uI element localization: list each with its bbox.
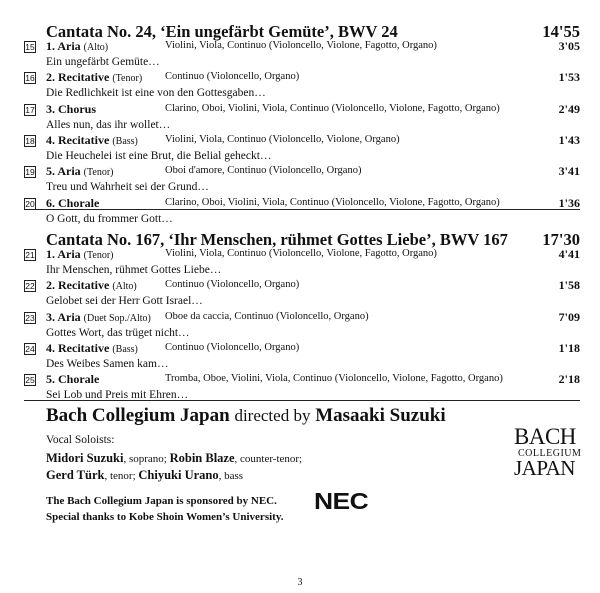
- lyric-incipit: Gottes Wort, das trüget nicht…: [46, 326, 190, 339]
- track-duration: 1'53: [558, 70, 580, 85]
- instrumentation: Violini, Viola, Continuo (Violoncello, Violone, Fagotto, Organo): [165, 40, 437, 51]
- movement-title: [46, 39, 108, 54]
- instrumentation: Tromba, Oboe, Violini, Viola, Continuo (Violoncello, Violone, Fagotto, Organo): [165, 373, 503, 385]
- soloists-heading: Vocal Soloists:: [46, 434, 115, 446]
- track-duration: 1'43: [558, 132, 580, 147]
- movement-title: [46, 133, 138, 148]
- track-number: 25: [25, 375, 35, 386]
- track-duration: 3'41: [558, 164, 580, 179]
- track-row: [24, 195, 580, 231]
- instrumentation: Violini, Viola, Continuo (Violoncello, Violone, Organo): [165, 133, 400, 145]
- lyric-incipit: Die Redlichkeit ist eine von den Gottesgaben…: [46, 87, 266, 100]
- track-duration: 1'18: [558, 340, 580, 355]
- lyric-incipit: Gelobet sei der Herr Gott Israel…: [46, 295, 203, 308]
- movement-voice: (Tenor): [83, 250, 114, 261]
- ensemble-heading: [46, 405, 446, 427]
- lyric-incipit: Des Weibes Samen kam…: [46, 357, 169, 370]
- track-duration: 1'36: [558, 195, 580, 210]
- movement-title: [46, 196, 99, 211]
- cantata-duration: 17'30: [542, 230, 580, 249]
- ensemble-name: Bach Collegium Japan: [46, 405, 230, 426]
- track-number: 19: [25, 167, 35, 178]
- movement-title: [46, 247, 114, 262]
- cantata-duration: 14'55: [542, 22, 580, 41]
- instrumentation: Oboe da caccia, Continuo (Violoncello, Organo): [165, 310, 369, 322]
- track-number: 21: [25, 250, 35, 260]
- movement-name: 4. Recitative: [46, 132, 110, 147]
- cantata-block: [24, 22, 580, 225]
- soloist-name: Gerd Türk: [46, 468, 105, 482]
- movement-title: [46, 341, 138, 356]
- lyric-incipit: Ein ungefärbt Gemüte…: [46, 56, 160, 68]
- sponsor-line: The Bach Collegium Japan is sponsored by NEC.: [46, 495, 277, 507]
- movement-title: [46, 372, 99, 387]
- movement-voice: (Tenor): [112, 73, 143, 85]
- instrumentation: Clarino, Oboi, Violini, Viola, Continuo (Violoncello, Violone, Fagotto, Organo): [165, 196, 500, 208]
- movement-name: 3. Aria: [46, 309, 81, 324]
- lyric-incipit: Sei Lob und Preis mit Ehren…: [46, 389, 189, 402]
- movement-voice: (Alto): [112, 281, 137, 293]
- track-number: 15: [25, 42, 35, 52]
- soloist-role: , bass: [218, 470, 244, 482]
- soloist-role: , tenor;: [104, 470, 139, 482]
- track-duration: 2'18: [558, 372, 580, 387]
- track-number: 18: [25, 135, 35, 146]
- movement-name: 6. Chorale: [46, 195, 100, 210]
- cantata-title: Cantata No. 24, ‘Ein ungefärbt Gemüte’, BWV 24: [46, 22, 398, 41]
- track-number: 22: [25, 281, 35, 292]
- lyric-incipit: O Gott, du frommer Gott…: [46, 212, 173, 225]
- movement-name: 2. Recitative: [46, 278, 110, 293]
- instrumentation: Continuo (Violoncello, Organo): [165, 71, 300, 83]
- instrumentation: Violini, Viola, Continuo (Violoncello, Violone, Fagotto, Organo): [165, 248, 437, 259]
- soloist-name: Robin Blaze: [169, 451, 235, 465]
- lyric-incipit: Alles nun, das ihr wollet…: [46, 118, 171, 131]
- lyric-incipit: Ihr Menschen, rühmet Gottes Liebe…: [46, 264, 222, 276]
- bcj-logo-mid: COLLEGIUM: [518, 447, 582, 459]
- track-duration: 7'09: [558, 309, 580, 324]
- bcj-logo: [514, 426, 584, 479]
- movement-title: [46, 164, 114, 179]
- cantata-block: [24, 230, 580, 430]
- movement-name: 1. Aria: [46, 247, 81, 261]
- instrumentation: Continuo (Violoncello, Organo): [165, 341, 300, 353]
- track-number: 23: [25, 312, 35, 323]
- movement-voice: (Bass): [112, 343, 138, 355]
- soloist-role: , soprano;: [123, 453, 170, 465]
- nec-logo: NEC: [314, 488, 369, 514]
- track-duration: 3'05: [558, 39, 580, 53]
- track-number: 16: [25, 73, 35, 84]
- movement-name: 4. Recitative: [46, 340, 110, 355]
- soloist-name: Chiyuki Urano: [138, 468, 219, 482]
- movement-name: 5. Aria: [46, 164, 81, 179]
- soloist-role: , counter-tenor;: [234, 453, 303, 465]
- instrumentation: Continuo (Violoncello, Organo): [165, 279, 300, 291]
- track-row: [24, 371, 580, 407]
- track-number: 24: [25, 343, 35, 354]
- instrumentation: Clarino, Oboi, Violini, Viola, Continuo (Violoncello, Violone, Fagotto, Organo): [165, 102, 500, 114]
- movement-voice: (Bass): [112, 135, 138, 147]
- soloist-name: Midori Suzuki: [46, 451, 124, 465]
- track-duration: 4'41: [558, 247, 580, 261]
- movement-title: [46, 70, 142, 85]
- conductor-name: Masaaki Suzuki: [315, 405, 446, 426]
- soloists-line: [46, 451, 302, 466]
- track-number: 17: [25, 104, 35, 115]
- movement-voice: (Alto): [83, 42, 109, 53]
- cantata-title: Cantata No. 167, ‘Ihr Menschen, rühmet Gottes Liebe’, BWV 167: [46, 230, 508, 249]
- movement-name: 3. Chorus: [46, 101, 97, 116]
- instrumentation: Oboi d'amore, Continuo (Violoncello, Organo): [165, 165, 362, 177]
- movement-title: [46, 310, 151, 325]
- movement-title: [46, 278, 137, 293]
- soloists-line: [46, 468, 243, 483]
- track-number: 20: [25, 198, 35, 209]
- movement-name: 1. Aria: [46, 39, 81, 53]
- bcj-logo-top: BACH: [514, 424, 576, 449]
- movement-voice: (Duet Sop./Alto): [83, 312, 151, 324]
- movement-voice: (Tenor): [83, 167, 114, 179]
- track-duration: 1'58: [558, 278, 580, 293]
- bcj-logo-bottom: JAPAN: [514, 456, 575, 481]
- track-duration: 2'49: [558, 101, 580, 116]
- lyric-incipit: Treu und Wahrheit sei der Grund…: [46, 181, 209, 194]
- movement-title: [46, 102, 96, 117]
- movement-name: 2. Recitative: [46, 70, 110, 85]
- lyric-incipit: Die Heuchelei ist eine Brut, die Belial geheckt…: [46, 149, 272, 162]
- movement-name: 5. Chorale: [46, 372, 100, 387]
- directed-by: directed by: [234, 406, 311, 425]
- thanks-line: Special thanks to Kobe Shoin Women’s University.: [46, 511, 284, 523]
- page-number: 3: [297, 577, 303, 588]
